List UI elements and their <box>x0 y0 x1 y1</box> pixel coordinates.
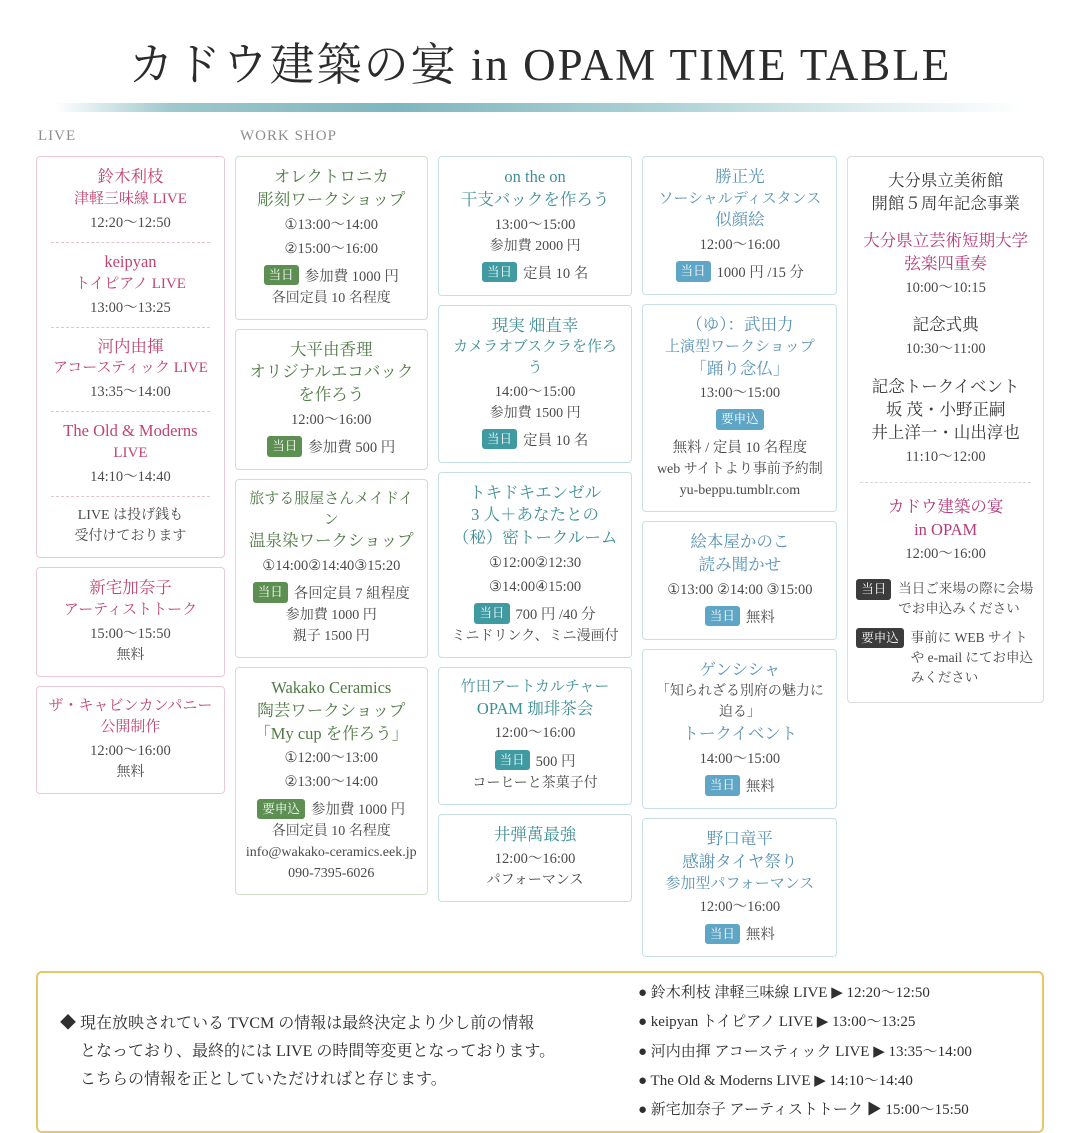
program-item <box>856 313 1035 360</box>
application-required-badge: 要申込 <box>716 409 764 430</box>
column-labels <box>36 128 1044 150</box>
event-time: 15:00〜15:50 <box>90 625 171 642</box>
column-workshop-3 <box>642 156 837 957</box>
same-day-badge: 当日 <box>253 582 288 603</box>
live-artist-sub: LIVE <box>113 445 148 462</box>
footer-schedule-list <box>638 979 1020 1125</box>
artist-name: 新宅加奈子 <box>89 578 172 598</box>
legend-same-day <box>856 579 1035 620</box>
workshop-time-1: 12:00〜16:00 <box>494 851 576 868</box>
workshop-url[interactable]: yu-beppu.tumblr.com <box>679 482 801 498</box>
workshop-capacity-row <box>447 262 624 283</box>
workshop-card <box>235 667 428 895</box>
program-title: 大分県立美術館 <box>887 171 1004 190</box>
workshop-fee-row <box>447 603 624 624</box>
same-day-badge: 当日 <box>676 261 711 282</box>
program-subtitle: in OPAM <box>914 519 978 539</box>
same-day-badge: 当日 <box>264 265 299 286</box>
workshop-time-1: ①12:00②12:30 <box>489 555 582 571</box>
live-time: 12:20〜12:50 <box>90 214 171 231</box>
workshop-card <box>438 305 633 463</box>
workshop-title: 現実 畑直幸 <box>491 315 579 335</box>
workshop-time-1: 13:00〜15:00 <box>699 385 781 402</box>
workshop-extras: ミニドリンク、ミニ漫画付 <box>451 629 619 645</box>
column-main-program <box>847 156 1044 703</box>
workshop-subtitle: 干支バックを作ろう <box>460 189 610 209</box>
workshop-subtitle: カメラオブスクラを作ろう <box>453 339 618 376</box>
workshop-subtitle: 「知られざる別府の魅力に迫る」 <box>655 684 824 721</box>
workshop-phone[interactable]: 090-7395-6026 <box>288 866 375 882</box>
application-required-badge: 要申込 <box>856 628 904 649</box>
workshop-card <box>642 156 837 295</box>
program-title: カドウ建築の宴 <box>887 496 1004 516</box>
live-tip-note-1: LIVE は投げ銭も <box>77 508 184 524</box>
artist-sub: 公開制作 <box>100 718 161 735</box>
title-underline-rule <box>55 103 1025 112</box>
live-extra-card <box>36 567 225 677</box>
divider <box>51 242 210 243</box>
workshop-fee-row <box>651 775 828 796</box>
same-day-badge: 当日 <box>474 603 509 624</box>
workshop-fee: 1000 円 /15 分 <box>716 265 805 282</box>
workshop-time-1: 12:00〜16:00 <box>494 725 576 742</box>
workshop-fee: 参加費 1000 円 <box>285 608 377 624</box>
workshop-subtitle: 感謝タイヤ祭り <box>682 851 798 871</box>
legend-application-required-text: 事前に WEB サイトや e-mail にてお申込みください <box>910 629 1033 685</box>
workshop-subtitle: 読み聞かせ <box>698 554 782 574</box>
legend-application-required <box>856 628 1035 689</box>
label-workshop: WORK SHOP <box>240 128 337 144</box>
same-day-badge: 当日 <box>705 606 740 627</box>
workshop-title: （ゆ）：武田力 <box>686 315 794 335</box>
event-fee: 無料 <box>116 764 145 780</box>
workshop-title: 野口竜平 <box>706 829 773 849</box>
workshop-card <box>642 521 837 640</box>
notice-line-2: となっており、最終的には LIVE の時間等変更となっております。 <box>80 1043 556 1061</box>
page-title: カドウ建築の宴 in OPAM TIME TABLE <box>128 40 952 90</box>
program-title: 記念トークイベント <box>871 376 1020 396</box>
workshop-title: 旅する服屋さんメイドイン <box>249 490 414 528</box>
workshop-title: 絵本屋かのこ <box>690 531 790 551</box>
workshop-fee: 無料 <box>745 779 775 796</box>
program-speakers-1: 坂 茂・小野正嗣 <box>885 399 1006 419</box>
main-program-card <box>847 156 1044 703</box>
workshop-subtitle: 陶芸ワークショップ <box>257 700 406 720</box>
workshop-time-1: ①14:00②14:40③15:20 <box>262 558 401 575</box>
live-artist-name: 鈴木利枝 <box>97 167 164 186</box>
workshop-fee-row <box>651 606 828 627</box>
live-artist-name: The Old & Moderns <box>63 421 198 441</box>
footer-notice-box <box>36 971 1044 1133</box>
workshop-title: 竹田アートカルチャー <box>460 679 610 696</box>
schedule-item: ● 新宅加奈子 アーティストトーク ▶ 15:00〜15:50 <box>638 1102 969 1119</box>
workshop-card <box>642 649 837 810</box>
divider <box>51 411 210 412</box>
workshop-fee-family: 親子 1500 円 <box>292 629 370 645</box>
workshop-subtitle: OPAM 珈琲茶会 <box>476 698 594 718</box>
artist-sub: アーティストトーク <box>63 601 198 618</box>
program-title: 大分県立芸術短期大学 <box>863 231 1029 251</box>
workshop-type: パフォーマンス <box>486 873 584 889</box>
column-workshop-2 <box>438 156 633 902</box>
application-required-badge: 要申込 <box>257 799 305 820</box>
workshop-time-2: ③14:00④15:00 <box>489 579 582 596</box>
workshop-time-1: 12:00〜16:00 <box>291 411 372 428</box>
workshop-card <box>438 667 633 804</box>
live-artist-name: 河内由揮 <box>97 336 164 356</box>
workshop-fee: 参加費 1000 円 <box>304 268 399 285</box>
workshop-subtitle: ソーシャルディスタンス <box>658 190 822 207</box>
workshop-reservation-note: web サイトより事前予約制 <box>656 461 823 477</box>
program-time: 11:10〜12:00 <box>905 448 986 465</box>
workshop-card <box>642 818 837 957</box>
workshop-fee: 参加費 2000 円 <box>489 238 581 254</box>
workshop-subtitle: 上演型ワークショップ <box>665 339 815 355</box>
live-time: 14:10〜14:40 <box>90 469 171 486</box>
program-time: 10:30〜11:00 <box>905 341 986 358</box>
live-tip-note-2: 受付けております <box>74 529 187 545</box>
workshop-title: オレクトロニカ <box>273 167 389 186</box>
program-time: 12:00〜16:00 <box>905 545 986 562</box>
workshop-time-1: 13:00〜15:00 <box>494 216 576 233</box>
workshop-fee: 700 円 /40 分 <box>515 607 596 624</box>
divider <box>860 482 1031 483</box>
divider <box>51 327 210 328</box>
workshop-title: 大平由香理 <box>290 339 373 359</box>
workshop-fee-row <box>651 409 828 457</box>
notice-line-3: こちらの情報を正としていただければと存じます。 <box>80 1071 447 1089</box>
workshop-time-2: ②13:00〜14:00 <box>284 774 379 791</box>
timetable-grid <box>36 156 1044 957</box>
workshop-fee: 無料 <box>745 927 775 944</box>
workshop-time-1: ①13:00 ②14:00 ③15:00 <box>667 581 813 598</box>
event-fee: 無料 <box>116 647 145 663</box>
workshop-subtitle: オリジナルエコバック <box>249 362 414 382</box>
workshop-title: 勝正光 <box>715 167 765 186</box>
workshop-time-1: 12:00〜16:00 <box>699 237 781 254</box>
workshop-time-1: ①12:00〜13:00 <box>284 750 379 767</box>
notice-line-1: ◆ 現在放映されている TVCM の情報は最終決定より少し前の情報 <box>60 1015 535 1033</box>
live-artist-sub: トイピアノ LIVE <box>74 275 186 292</box>
same-day-badge: 当日 <box>856 579 891 600</box>
workshop-title: Wakako Ceramics <box>271 678 392 698</box>
live-artist-sub: アコースティック LIVE <box>52 360 208 377</box>
workshop-fee: 無料 / 定員 10 名程度 <box>672 439 808 456</box>
divider <box>51 496 210 497</box>
same-day-badge: 当日 <box>482 429 517 450</box>
workshop-subtitle-2: 似顔絵 <box>715 210 765 230</box>
workshop-fee-row <box>447 750 624 771</box>
live-time: 13:35〜14:00 <box>90 384 171 401</box>
workshop-subtitle-2: トークイベント <box>682 724 798 744</box>
same-day-badge: 当日 <box>705 924 740 945</box>
workshop-subtitle-2: 参加型パフォーマンス <box>665 875 815 892</box>
program-speakers-2: 井上洋一・山出淳也 <box>871 422 1020 442</box>
workshop-time-1: 14:00〜15:00 <box>494 383 576 400</box>
workshop-card <box>235 479 428 658</box>
program-item <box>856 375 1035 468</box>
workshop-card <box>642 304 837 512</box>
legend-same-day-text: 当日ご来場の際に会場でお申込みください <box>898 581 1034 617</box>
column-workshop-1 <box>235 156 428 895</box>
artist-name: ザ・キャビンカンパニー <box>48 697 213 714</box>
same-day-badge: 当日 <box>267 436 302 457</box>
live-extra-card <box>36 686 225 794</box>
schedule-item: ● keipyan トイピアノ LIVE ▶ 13:00〜13:25 <box>638 1014 916 1031</box>
workshop-fee: 参加費 1500 円 <box>489 405 581 421</box>
workshop-card <box>235 329 428 470</box>
workshop-title: トキドキエンゼル <box>469 482 602 502</box>
workshop-fee: 500 円 <box>535 753 576 770</box>
program-item <box>856 229 1035 299</box>
schedule-item: ● 河内由揮 アコースティック LIVE ▶ 13:35〜14:00 <box>638 1043 972 1060</box>
workshop-capacity: 各回定員 10 名程度 <box>271 824 391 840</box>
workshop-capacity-row <box>244 582 419 603</box>
workshop-card <box>438 472 633 658</box>
workshop-subtitle: 彫刻ワークショップ <box>257 189 406 209</box>
footer-notice-text <box>60 1010 620 1094</box>
live-artist-name: keipyan <box>104 251 157 271</box>
workshop-title: on the on <box>504 167 566 186</box>
workshop-capacity-row <box>447 429 624 450</box>
event-time: 12:00〜16:00 <box>90 742 171 759</box>
workshop-email[interactable]: info@wakako-ceramics.eek.jp <box>245 845 417 861</box>
workshop-fee: 無料 <box>745 609 775 626</box>
workshop-fee-row <box>244 265 419 286</box>
workshop-capacity: 各回定員 10 名程度 <box>271 290 391 306</box>
workshop-subtitle-2: 「My cup を作ろう」 <box>254 723 409 743</box>
workshop-fee-row <box>651 261 828 282</box>
workshop-fee: 参加費 1000 円 <box>310 802 406 819</box>
workshop-fee-row <box>651 923 828 944</box>
program-item <box>856 169 1035 215</box>
same-day-badge: 当日 <box>705 775 740 796</box>
column-live <box>36 156 225 794</box>
workshop-card <box>235 156 428 320</box>
workshop-fee-row <box>244 436 419 457</box>
program-item <box>856 495 1035 565</box>
same-day-badge: 当日 <box>482 262 517 283</box>
workshop-extras: コーヒーと茶菓子付 <box>472 775 598 791</box>
workshop-title: 井弾萬最強 <box>493 824 577 844</box>
schedule-item: ● 鈴木利枝 津軽三味線 LIVE ▶ 12:20〜12:50 <box>638 985 930 1002</box>
workshop-card <box>438 156 633 296</box>
workshop-subtitle: 温泉染ワークショップ <box>248 531 414 551</box>
schedule-item: ● The Old & Moderns LIVE ▶ 14:10〜14:40 <box>638 1072 913 1089</box>
workshop-fee-row <box>244 798 419 819</box>
workshop-fee: 参加費 500 円 <box>308 439 396 456</box>
program-title: 記念式典 <box>912 315 979 335</box>
workshop-title: ゲンシシャ <box>699 659 781 679</box>
program-time: 10:00〜10:15 <box>905 280 986 297</box>
workshop-time-2: ②15:00〜16:00 <box>284 240 379 257</box>
label-live: LIVE <box>38 128 77 144</box>
live-artist-sub: 津軽三味線 LIVE <box>73 190 187 207</box>
workshop-capacity: 各回定員 7 組程度 <box>293 586 410 603</box>
workshop-time-1: ①13:00〜14:00 <box>284 216 379 233</box>
workshop-time-1: 14:00〜15:00 <box>699 751 781 768</box>
program-subtitle: 開館５周年記念事業 <box>871 194 1020 214</box>
workshop-subtitle-2: 「踊り念仏」 <box>690 358 790 378</box>
live-group-card <box>36 156 225 558</box>
workshop-capacity: 定員 10 名 <box>522 432 589 449</box>
workshop-card <box>438 814 633 903</box>
program-subtitle: 弦楽四重奏 <box>904 254 987 274</box>
same-day-badge: 当日 <box>495 750 530 771</box>
workshop-capacity: 定員 10 名 <box>522 265 589 282</box>
page-header <box>36 0 1044 112</box>
workshop-subtitle-2: （秘）密トークルーム <box>452 528 618 548</box>
live-time: 13:00〜13:25 <box>90 299 171 316</box>
workshop-subtitle: 3 人＋あなたとの <box>471 505 600 525</box>
workshop-time-1: 12:00〜16:00 <box>699 899 781 916</box>
workshop-subtitle-2: を作ろう <box>298 385 365 405</box>
